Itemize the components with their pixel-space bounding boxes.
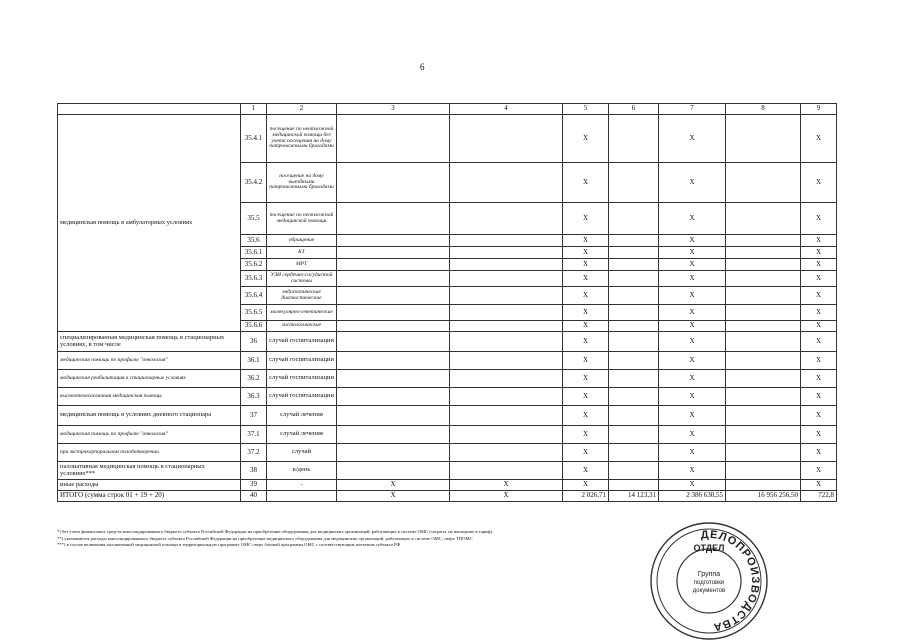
- total-value: 722,8: [801, 491, 837, 502]
- value-cell: X: [659, 115, 726, 163]
- value-cell: X: [801, 115, 837, 163]
- value-cell: X: [801, 462, 837, 480]
- value-cell: X: [563, 388, 609, 406]
- row-code: 38: [241, 462, 267, 480]
- value-cell: [726, 352, 801, 370]
- value-cell: [609, 332, 659, 352]
- stamp-ring-text: ДЕЛОПРОИЗВОДСТВА: [700, 528, 762, 633]
- value-cell: X: [563, 352, 609, 370]
- value-cell: [609, 271, 659, 287]
- total-value: 14 123,31: [609, 491, 659, 502]
- value-cell: [609, 163, 659, 203]
- value-cell: X: [337, 480, 450, 491]
- row-code: 35.6.5: [241, 305, 267, 321]
- value-cell: X: [801, 271, 837, 287]
- row-code: 36.2: [241, 370, 267, 388]
- value-cell: [609, 388, 659, 406]
- value-cell: [337, 271, 450, 287]
- value-cell: X: [659, 271, 726, 287]
- total-value: 2 026,71: [563, 491, 609, 502]
- column-number: 4: [450, 104, 563, 115]
- value-cell: X: [801, 247, 837, 259]
- table-row: [58, 115, 837, 163]
- row-unit: молекулярно-генетические: [267, 305, 337, 321]
- value-cell: [726, 332, 801, 352]
- row-unit: случай госпитализации: [267, 332, 337, 352]
- column-number: 2: [267, 104, 337, 115]
- value-cell: X: [563, 259, 609, 271]
- row-unit: посещение по неотложной медицинской помощи: [267, 203, 337, 235]
- value-cell: [609, 203, 659, 235]
- value-cell: X: [563, 321, 609, 332]
- row-code: 35.6.1: [241, 247, 267, 259]
- value-cell: [450, 115, 563, 163]
- value-cell: [450, 444, 563, 462]
- value-cell: [450, 352, 563, 370]
- value-cell: [609, 406, 659, 426]
- footnote: **) указываются расходы консолидированного бюджета субъекта Российской Федерации на приобретение медицинского оборудования для медицинских организаций, работающих в системе ОМС, сверх ТПОМС: [57, 535, 473, 541]
- row-code: 36: [241, 332, 267, 352]
- value-cell: [726, 406, 801, 426]
- value-cell: X: [563, 370, 609, 388]
- total-value: X: [450, 491, 563, 502]
- value-cell: X: [659, 235, 726, 247]
- value-cell: [450, 163, 563, 203]
- value-cell: X: [563, 203, 609, 235]
- value-cell: [609, 462, 659, 480]
- value-cell: X: [659, 321, 726, 332]
- value-cell: [450, 388, 563, 406]
- row-unit: случай: [267, 444, 337, 462]
- value-cell: X: [563, 305, 609, 321]
- value-cell: X: [659, 426, 726, 444]
- row-unit: эндоскопические диагностические: [267, 287, 337, 305]
- row-unit: случай госпитализации: [267, 352, 337, 370]
- row-unit: МРТ: [267, 259, 337, 271]
- value-cell: [337, 115, 450, 163]
- value-cell: X: [801, 163, 837, 203]
- value-cell: X: [801, 352, 837, 370]
- row-code: 37: [241, 406, 267, 426]
- table-row: [58, 444, 837, 462]
- row-code: 36.3: [241, 388, 267, 406]
- value-cell: [726, 426, 801, 444]
- stamp-center-line: документов: [692, 588, 726, 594]
- value-cell: [450, 305, 563, 321]
- value-cell: [337, 235, 450, 247]
- value-cell: X: [659, 203, 726, 235]
- row-label: специализированная медицинская помощь в стационарных условиях, в том числе: [58, 332, 241, 352]
- value-cell: X: [659, 480, 726, 491]
- row-unit: случай госпитализации: [267, 388, 337, 406]
- value-cell: [726, 235, 801, 247]
- value-cell: [267, 491, 337, 502]
- financial-table: [57, 103, 837, 502]
- row-code: 35.6.3: [241, 271, 267, 287]
- row-code: 39: [241, 480, 267, 491]
- value-cell: [337, 305, 450, 321]
- row-unit: случай лечения: [267, 426, 337, 444]
- row-code: 35.6.2: [241, 259, 267, 271]
- row-code: 35.4.2: [241, 163, 267, 203]
- value-cell: X: [450, 480, 563, 491]
- value-cell: X: [563, 287, 609, 305]
- total-label: ИТОГО (сумма строк 01 + 19 + 20): [58, 491, 241, 502]
- table-row: [58, 426, 837, 444]
- column-number: 6: [609, 104, 659, 115]
- row-code: 35.6: [241, 235, 267, 247]
- row-label: медицинская помощь по профилю "онкология": [58, 426, 241, 444]
- value-cell: [337, 370, 450, 388]
- table-row: [58, 388, 837, 406]
- value-cell: X: [801, 259, 837, 271]
- row-code: 37.2: [241, 444, 267, 462]
- table-row: [58, 370, 837, 388]
- value-cell: [450, 271, 563, 287]
- value-cell: [337, 426, 450, 444]
- value-cell: X: [801, 480, 837, 491]
- value-cell: X: [659, 163, 726, 203]
- row-code: 35.4.1: [241, 115, 267, 163]
- table-row: [58, 332, 837, 352]
- value-cell: X: [659, 287, 726, 305]
- value-cell: [609, 370, 659, 388]
- value-cell: X: [659, 352, 726, 370]
- value-cell: [609, 426, 659, 444]
- value-cell: X: [659, 388, 726, 406]
- header-empty-cell: [58, 104, 241, 115]
- row-code: 35.6.4: [241, 287, 267, 305]
- row-unit: -: [267, 480, 337, 491]
- value-cell: [726, 462, 801, 480]
- value-cell: [726, 163, 801, 203]
- value-cell: X: [563, 235, 609, 247]
- value-cell: [609, 321, 659, 332]
- value-cell: [337, 462, 450, 480]
- table-row: [58, 480, 837, 491]
- table-row: [58, 352, 837, 370]
- value-cell: X: [801, 388, 837, 406]
- value-cell: [450, 406, 563, 426]
- column-number: 3: [337, 104, 450, 115]
- value-cell: X: [801, 305, 837, 321]
- value-cell: [337, 388, 450, 406]
- value-cell: [726, 203, 801, 235]
- value-cell: [609, 235, 659, 247]
- value-cell: X: [563, 406, 609, 426]
- total-row: [58, 491, 837, 502]
- value-cell: [609, 115, 659, 163]
- value-cell: [450, 247, 563, 259]
- row-unit: гистологические: [267, 321, 337, 332]
- value-cell: X: [563, 271, 609, 287]
- value-cell: [609, 352, 659, 370]
- row-unit: УЗИ сердечно-сосудистой системы: [267, 271, 337, 287]
- row-unit: посещение на дому выездными патронажными бригадами: [267, 163, 337, 203]
- value-cell: [726, 370, 801, 388]
- value-cell: X: [801, 426, 837, 444]
- value-cell: [609, 247, 659, 259]
- value-cell: [726, 388, 801, 406]
- table-row: [58, 462, 837, 480]
- stamp-center-line: Группа: [697, 571, 721, 578]
- value-cell: X: [801, 287, 837, 305]
- value-cell: X: [659, 406, 726, 426]
- value-cell: X: [659, 305, 726, 321]
- value-cell: [450, 332, 563, 352]
- value-cell: [450, 321, 563, 332]
- footnote: ***) в случае включения паллиативной медицинской помощи в территориальную программу ОМС сверх базовой программы ОМС с соответствующим платежом субъекта РФ: [57, 542, 401, 547]
- row-unit: случай лечения: [267, 406, 337, 426]
- value-cell: X: [659, 444, 726, 462]
- value-cell: [450, 259, 563, 271]
- total-value: 16 956 256,50: [726, 491, 801, 502]
- value-cell: [450, 426, 563, 444]
- value-cell: X: [659, 370, 726, 388]
- value-cell: [450, 370, 563, 388]
- row-label: при экстракорпоральном оплодотворении: [58, 444, 241, 462]
- value-cell: [609, 287, 659, 305]
- column-number: 9: [801, 104, 837, 115]
- value-cell: X: [659, 462, 726, 480]
- value-cell: X: [563, 480, 609, 491]
- value-cell: [726, 305, 801, 321]
- stamp-top-text: ОТДЕЛ: [693, 543, 725, 553]
- row-label: медицинская помощь в условиях дневного стационара: [58, 406, 241, 426]
- page-number: 6: [420, 62, 425, 72]
- row-group-label: медицинская помощь в амбулаторных условиях: [58, 115, 241, 332]
- value-cell: X: [801, 332, 837, 352]
- value-cell: X: [659, 332, 726, 352]
- value-cell: [337, 287, 450, 305]
- table-row: [58, 406, 837, 426]
- value-cell: [450, 203, 563, 235]
- row-code: 40: [241, 491, 267, 502]
- value-cell: [726, 287, 801, 305]
- footnote: *) без учета финансовых средств консолидированного бюджета субъекта Российской Федерации на приобретение оборудования для медицинских организаций, работающих в системе ОМС (затраты, не вошедшие в тариф).: [57, 529, 494, 534]
- value-cell: X: [801, 235, 837, 247]
- row-code: 35.5: [241, 203, 267, 235]
- value-cell: [337, 163, 450, 203]
- value-cell: X: [563, 444, 609, 462]
- value-cell: [726, 247, 801, 259]
- row-label: высокотехнологичная медицинская помощь: [58, 388, 241, 406]
- column-number: 7: [659, 104, 726, 115]
- value-cell: [337, 203, 450, 235]
- stamp-center-line: подготовки: [693, 580, 725, 586]
- row-code: 37.1: [241, 426, 267, 444]
- value-cell: X: [801, 444, 837, 462]
- value-cell: [609, 259, 659, 271]
- value-cell: [450, 235, 563, 247]
- value-cell: [609, 305, 659, 321]
- value-cell: X: [563, 115, 609, 163]
- value-cell: X: [563, 163, 609, 203]
- row-unit: случай госпитализации: [267, 370, 337, 388]
- value-cell: [337, 332, 450, 352]
- row-label: медицинская помощь по профилю "онкология": [58, 352, 241, 370]
- row-label: паллиативная медицинская помощь в стационарных условиях***: [58, 462, 241, 480]
- value-cell: [337, 444, 450, 462]
- value-cell: [726, 480, 801, 491]
- value-cell: X: [563, 426, 609, 444]
- column-number: 5: [563, 104, 609, 115]
- value-cell: [726, 271, 801, 287]
- value-cell: X: [659, 259, 726, 271]
- header-row: [58, 104, 837, 115]
- value-cell: X: [659, 247, 726, 259]
- value-cell: [337, 321, 450, 332]
- row-unit: КТ: [267, 247, 337, 259]
- value-cell: [726, 321, 801, 332]
- value-cell: [450, 287, 563, 305]
- official-stamp: [648, 520, 770, 642]
- value-cell: X: [801, 406, 837, 426]
- value-cell: X: [801, 321, 837, 332]
- table-body: [58, 104, 837, 502]
- value-cell: [337, 352, 450, 370]
- total-value: X: [337, 491, 450, 502]
- value-cell: [726, 259, 801, 271]
- column-number: 1: [241, 104, 267, 115]
- value-cell: [609, 480, 659, 491]
- value-cell: [726, 115, 801, 163]
- value-cell: [337, 406, 450, 426]
- row-unit: к/день: [267, 462, 337, 480]
- value-cell: X: [563, 462, 609, 480]
- value-cell: X: [801, 203, 837, 235]
- value-cell: X: [801, 370, 837, 388]
- value-cell: [609, 444, 659, 462]
- value-cell: [337, 259, 450, 271]
- value-cell: X: [563, 332, 609, 352]
- column-number: 8: [726, 104, 801, 115]
- value-cell: [337, 247, 450, 259]
- row-unit: посещение по неотложной медицинской помощи без учета посещения на дому патронажными бригадами: [267, 115, 337, 163]
- row-label: иные расходы: [58, 480, 241, 491]
- row-label: медицинская реабилитация в стационарных условиях: [58, 370, 241, 388]
- value-cell: [450, 462, 563, 480]
- row-code: 36.1: [241, 352, 267, 370]
- row-unit: обращение: [267, 235, 337, 247]
- row-code: 35.6.6: [241, 321, 267, 332]
- value-cell: X: [563, 247, 609, 259]
- value-cell: [726, 444, 801, 462]
- total-value: 2 386 630,55: [659, 491, 726, 502]
